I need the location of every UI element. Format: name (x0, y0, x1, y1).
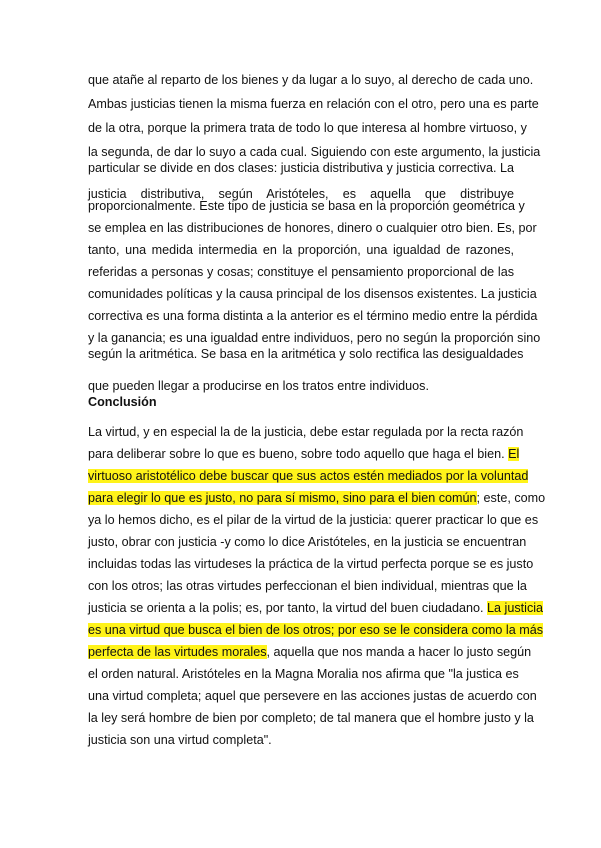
paragraph-line: de la otra, porque la primera trata de todo lo que interesa al hombre virtuoso, y (88, 121, 527, 135)
text-run: justicia se orienta a la polis; es, por tanto, la virtud del buen ciudadano. (88, 601, 488, 615)
paragraph-line: tanto, una medida intermedia en la proporción, una igualdad de razones, (88, 243, 514, 257)
paragraph-line: Ambas justicias tienen la misma fuerza en relación con el otro, pero una es parte (88, 97, 539, 111)
paragraph-line: se emplea en las distribuciones de honores, dinero o cualquier otro bien. Es, por (88, 221, 537, 235)
paragraph-line: justicia son una virtud completa". (88, 733, 272, 747)
paragraph-line: que pueden llegar a producirse en los tratos entre individuos. (88, 379, 429, 393)
paragraph-line: la segunda, de dar lo suyo a cada cual. Siguiendo con este argumento, la justicia (88, 145, 541, 159)
highlighted-text: perfecta de las virtudes morales (88, 645, 267, 659)
section-heading: Conclusión (88, 395, 157, 409)
text-run: para deliberar sobre lo que es bueno, sobre todo aquello que haga el bien. (88, 447, 509, 461)
paragraph-line: La virtud, y en especial la de la justicia, debe estar regulada por la recta razón (88, 425, 524, 439)
paragraph-line (88, 446, 520, 462)
paragraph-line: la ley será hombre de bien por completo; de tal manera que el hombre justo y la (88, 711, 534, 725)
highlighted-text: para elegir lo que es justo, no para sí mismo, sino para el bien común (88, 491, 477, 505)
paragraph-line: proporcionalmente. Este tipo de justicia se basa en la proporción geométrica y (88, 199, 525, 213)
paragraph-line: referidas a personas y cosas; constituye el pensamiento proporcional de las (88, 265, 514, 279)
paragraph-line: comunidades políticas y la causa principal de los disensos existentes. La justicia (88, 287, 537, 301)
highlighted-text: virtuoso aristotélico debe buscar que sus actos estén mediados por la voluntad (88, 469, 529, 483)
text-run: ; este, como (476, 491, 546, 505)
highlighted-text: El (508, 447, 520, 461)
text-run: , aquella que nos manda a hacer lo justo según (266, 645, 532, 659)
highlighted-text: es una virtud que busca el bien de los otros; por eso se le considera como la más (88, 623, 544, 637)
paragraph-line: justicia distributiva, según Aristóteles, es aquella que distribuye (88, 187, 514, 201)
highlighted-text: La justicia (487, 601, 544, 615)
paragraph-line: con los otros; las otras virtudes perfeccionan el bien individual, mientras que la (88, 579, 527, 593)
paragraph-line (88, 622, 544, 638)
paragraph-line: correctiva es una forma distinta a la anterior es el término medio entre la pérdida (88, 309, 538, 323)
paragraph-line: particular se divide en dos clases: justicia distributiva y justicia correctiva. La (88, 161, 514, 175)
paragraph-line: incluidas todas las virtudeses la práctica de la virtud perfecta porque se es justo (88, 557, 534, 571)
paragraph-line: según la aritmética. Se basa en la aritmética y solo rectifica las desigualdades (88, 347, 524, 361)
paragraph-line (88, 490, 546, 506)
paragraph-line: y la ganancia; es una igualdad entre individuos, pero no según la proporción sino (88, 331, 541, 345)
paragraph-line: ya lo hemos dicho, es el pilar de la virtud de la justicia: querer practicar lo que es (88, 513, 539, 527)
paragraph-line: el orden natural. Aristóteles en la Magna Moralia nos afirma que "la justica es (88, 667, 519, 681)
paragraph-line: justo, obrar con justicia -y como lo dice Aristóteles, en la justicia se encuentran (88, 535, 527, 549)
paragraph-line: una virtud completa; aquel que persevere en las acciones justas de acuerdo con (88, 689, 537, 703)
paragraph-line (88, 600, 544, 616)
paragraph-line (88, 644, 532, 660)
paragraph-line: que atañe al reparto de los bienes y da lugar a lo suyo, al derecho de cada uno. (88, 73, 534, 87)
paragraph-line (88, 468, 529, 484)
